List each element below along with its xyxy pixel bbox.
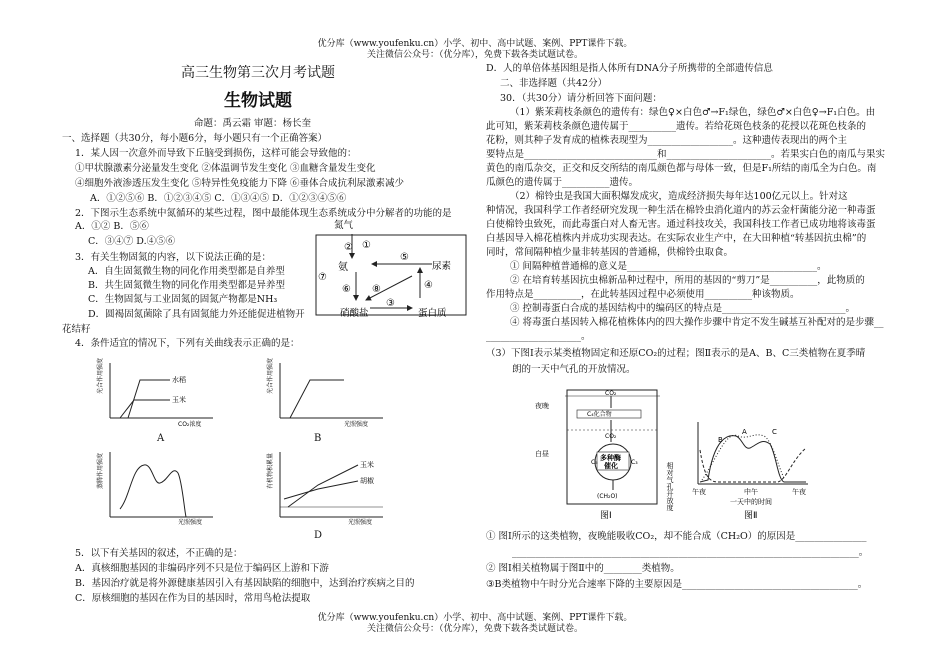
- p2-line1: （2）棉铃虫是我国大面积爆发成灾，造成经济损失每年达100亿元以上。针对这: [510, 191, 848, 202]
- q30: 30．（共30分）请分析回答下面问题：: [500, 93, 662, 104]
- p2-line2: 种情况，我国科学工作者经研究发现一种生活在棉铃虫消化道内的苏云金杆菌能分泌一种毒蛋: [486, 205, 876, 216]
- footer-line1: 优分库（www.youfenku.cn）小学、初中、高中试题、案例、PPT课件下载。: [317, 613, 633, 623]
- p1-line3: 花粉，则其种子发育成的植株表现型为__________________。这种遗传表现出的两个主: [486, 135, 848, 146]
- q3: 3．有关生物固氮的内容，以下说法正确的是：: [75, 252, 272, 263]
- fig1-caption: 图Ⅰ: [600, 511, 612, 521]
- q2-ab: A．①② B．⑤⑥: [75, 221, 149, 232]
- fig2-label-a: A: [742, 428, 747, 436]
- q3-a: A．自生固氮微生物的同化作用类型都是自养型: [88, 266, 285, 277]
- p2-line4: 白基因导入棉花植株内并成功实现表达。在实际农业生产中，在大田种植“转基因抗虫棉”的: [486, 233, 867, 244]
- section1-heading: 一、选择题（共30分，每小题6分，每小题只有一个正确答案）: [62, 133, 328, 144]
- p1-line2: 此可知，紫茉莉枝条颜色遗传属于__________遗传。若给花斑色枝条的花授以花斑色枝条的: [486, 121, 867, 132]
- fig1-ch2o: (CH₂O): [597, 493, 618, 500]
- p1-line6: 瓜颜色的遗传属于__________遗传。: [486, 177, 639, 188]
- graph-a-s1: 水稻: [172, 376, 186, 384]
- curve-c-fig2: [700, 448, 806, 482]
- fig2-label-b: B: [718, 436, 723, 444]
- curve-c: [120, 465, 186, 517]
- graph-d: [258, 447, 393, 527]
- fig2-x1: 午夜: [692, 488, 706, 496]
- p2-line5: 同时，常间隔种植少量非转基因的普通棉，供棉铃虫取食。: [486, 247, 734, 258]
- p2-opt3: ③ 控制毒蛋白合成的基因结构中的编码区的特点是__________________________。: [510, 303, 856, 314]
- q5-c: C．原核细胞的基因在作为目的基因时，常用鸟枪法提取: [75, 593, 311, 604]
- q5-b: B．基因治疗就是将外源健康基因引入有基因缺陷的细胞中，达到治疗疾病之目的: [75, 578, 415, 589]
- figure-2: [668, 420, 818, 522]
- section2-heading: 二、非选择题（共42分）: [500, 78, 608, 89]
- fig1-catal: 催化: [604, 462, 618, 470]
- p2-opt4b: ____________________。: [486, 331, 591, 342]
- graph-d-xlabel: 光照强度: [348, 519, 373, 526]
- graph-d-letter: D: [314, 530, 323, 541]
- fig1-multi: 多种酶: [600, 454, 621, 462]
- fig2-xtitle: 一天中的时间: [730, 498, 772, 506]
- node-n2: 氮气: [334, 220, 354, 231]
- p3-opt1b: _________________________________________________________________________。: [512, 547, 869, 558]
- header-line2: 关注微信公众号：（优分库），免费下载各类试题试卷。: [366, 50, 583, 60]
- graph-b-xlabel: 光照强度: [344, 421, 369, 428]
- p2-opt2: ② 在培育转基因抗虫棉新品种过程中，所用的基因的“剪刀”是__________，此物质的: [510, 275, 865, 286]
- mark-8: ⑧: [372, 284, 381, 295]
- q5-d: D．人的单倍体基因组是指人体所有DNA分子所携带的全部遗传信息: [486, 63, 773, 74]
- graph-d-s1: 玉米: [360, 461, 374, 469]
- p1-line1: （1）紫茉莉枝条颜色的遗传有：绿色♀×白色♂→F₁绿色，绿色♂×白色♀→F₁白色。由: [510, 107, 876, 118]
- curve-corn-d: [288, 465, 358, 507]
- q3-c: C．生物固氮与工业固氮的固氮产物都是NH₃: [88, 294, 278, 305]
- graph-c: [88, 447, 218, 527]
- curve-a-fig2: [702, 435, 784, 480]
- p1-line4: 要特点是____________________________和______________________。若果实白色的南瓜与果实: [486, 149, 886, 160]
- p3-opt2: ② 图Ⅰ相关植物属于图Ⅱ中的________类植物。: [486, 563, 680, 574]
- q3-d-cont: 花结籽: [62, 324, 91, 335]
- q2-cd: C．③④⑦ D.④⑤⑥: [88, 236, 176, 247]
- footer: [0, 613, 950, 635]
- p3-line1: （3）下图Ⅰ表示某类植物固定和还原CO₂的过程；图Ⅱ表示的是A、B、C三类植物在夏季晴: [486, 348, 866, 359]
- q3-b: B．共生固氮微生物的同化作用类型都是异养型: [88, 280, 285, 291]
- q1: 1．某人因一次意外而导致下丘脑受到损伤，这样可能会导致他的：: [75, 148, 357, 159]
- p3-opt3: ③B类植物中午时分光合速率下降的主要原因是_____________________________________。: [486, 579, 868, 590]
- graph-b: [258, 358, 388, 433]
- fig2-label-c: C: [772, 428, 777, 436]
- q5: 5．以下有关基因的叙述，不正确的是：: [75, 548, 243, 559]
- mark-4: ④: [424, 280, 433, 291]
- graph-b-ylabel: 光合作用强度: [267, 357, 274, 394]
- fig1-c3: C₃: [631, 459, 638, 466]
- q4: 4．条件适宜的情况下，下列有关曲线表示正确的是：: [75, 338, 300, 349]
- mark-5: ⑤: [400, 252, 409, 263]
- graph-a-ylabel: 光合作用强度: [97, 357, 104, 394]
- p2-line3: 白使棉铃虫致死，而此毒蛋白对人畜无害。通过科技攻关，我国科技工作者已成功地将该毒蛋: [486, 219, 876, 230]
- curve-corn: [120, 400, 170, 418]
- graph-b-letter: B: [314, 433, 322, 444]
- header: [0, 39, 950, 61]
- p2-opt1: ① 间隔种植普通棉的意义是________________________________________。: [510, 261, 827, 272]
- q1-answers: A．①②⑤⑥ B．①②③④⑤ C．①③④⑤ D．①②③④⑤⑥: [90, 193, 347, 204]
- p1-line5: 黄色的南瓜杂交，正交和反交所结的南瓜颜色都与母体一致，但是F₁所结的南瓜全为白色。南: [486, 163, 877, 174]
- subject-title: 生物试题: [224, 91, 292, 111]
- q2: 2．下图示生态系统中氮循环的某些过程，图中最能体现生态系统成分中分解者的功能的是: [75, 208, 452, 219]
- header-line1: 优分库（www.youfenku.cn）小学、初中、高中试题、案例、PPT课件下载。: [317, 39, 633, 49]
- fig2-ylabel: 相对气孔开放度: [666, 462, 674, 511]
- fig1-co2: CO₂: [605, 390, 617, 397]
- p3-opt1: ① 图Ⅰ所示的这类植物，夜晚能吸收CO₂，却不能合成（CH₂O）的原因是_______________: [486, 531, 867, 542]
- mark-7: ⑦: [318, 272, 327, 283]
- p3-line2: 朗的一天中气孔的开放情况。: [512, 364, 636, 375]
- graph-a-s2: 玉米: [172, 396, 186, 404]
- curve-rice: [128, 380, 170, 418]
- graph-d-ylabel: 有机物积累量: [267, 452, 274, 489]
- q1-options-2: ④细胞外液渗透压发生变化 ⑤特异性免疫能力下降 ⑥垂体合成抗利尿激素减少: [75, 178, 405, 189]
- q5-a: A．真核细胞基因的非编码序列不只是位于编码区上游和下游: [75, 563, 329, 574]
- figure-1: [535, 386, 665, 522]
- graph-a: [88, 358, 218, 433]
- fig1-day: 白昼: [535, 450, 549, 458]
- graph-c-ylabel: 蒸腾作用强度: [97, 452, 104, 489]
- mark-2: ②: [344, 242, 353, 253]
- fig2-x2: 中午: [744, 488, 758, 496]
- mark-3: ③: [386, 298, 395, 309]
- q1-options-1: ①甲状腺激素分泌量发生变化 ②体温调节发生变化 ③血糖含量发生变化: [75, 163, 376, 174]
- footer-line2: 关注微信公众号：（优分库），免费下载各类试题试卷。: [366, 624, 583, 634]
- nitrogen-cycle-diagram: [312, 220, 472, 320]
- node-urea: 尿素: [432, 261, 452, 272]
- authors: 命题：禹云霜 审题：杨长奎: [194, 118, 312, 129]
- mark-6: ⑥: [342, 284, 351, 295]
- fig1-c5: C₅: [591, 459, 598, 466]
- fig1-co2b: CO₂: [605, 433, 617, 440]
- fig1-night: 夜晚: [535, 402, 549, 410]
- node-protein: 蛋白质: [418, 308, 447, 319]
- mark-1: ①: [362, 240, 371, 251]
- q3-d: D．圆褐固氮菌除了具有固氮能力外还能促进植物开: [88, 309, 305, 320]
- fig1-c4: C₄化合物: [587, 411, 612, 418]
- curve-b: [290, 380, 344, 418]
- graph-a-letter: A: [157, 433, 165, 444]
- graph-a-xlabel: CO₂浓度: [178, 421, 202, 428]
- curve-b-fig2: [700, 436, 806, 482]
- p2-opt2b: 作用特点是__________，在此转基因过程中必须使用__________种该物质。: [486, 289, 800, 300]
- node-ammonia: 氨: [338, 262, 348, 273]
- p2-opt4: ④ 将毒蛋白基因转入棉花植株体内的四大操作步骤中肯定不发生碱基互补配对的是步骤__: [510, 317, 884, 328]
- fig2-x3: 午夜: [792, 488, 806, 496]
- exam-title: 高三生物第三次月考试题: [181, 65, 335, 81]
- graph-c-xlabel: 光照强度: [178, 519, 203, 526]
- node-nitrate: 硝酸盐: [340, 308, 369, 319]
- fig2-caption: 图Ⅱ: [744, 511, 758, 521]
- graph-d-s2: 胡椒: [360, 477, 374, 485]
